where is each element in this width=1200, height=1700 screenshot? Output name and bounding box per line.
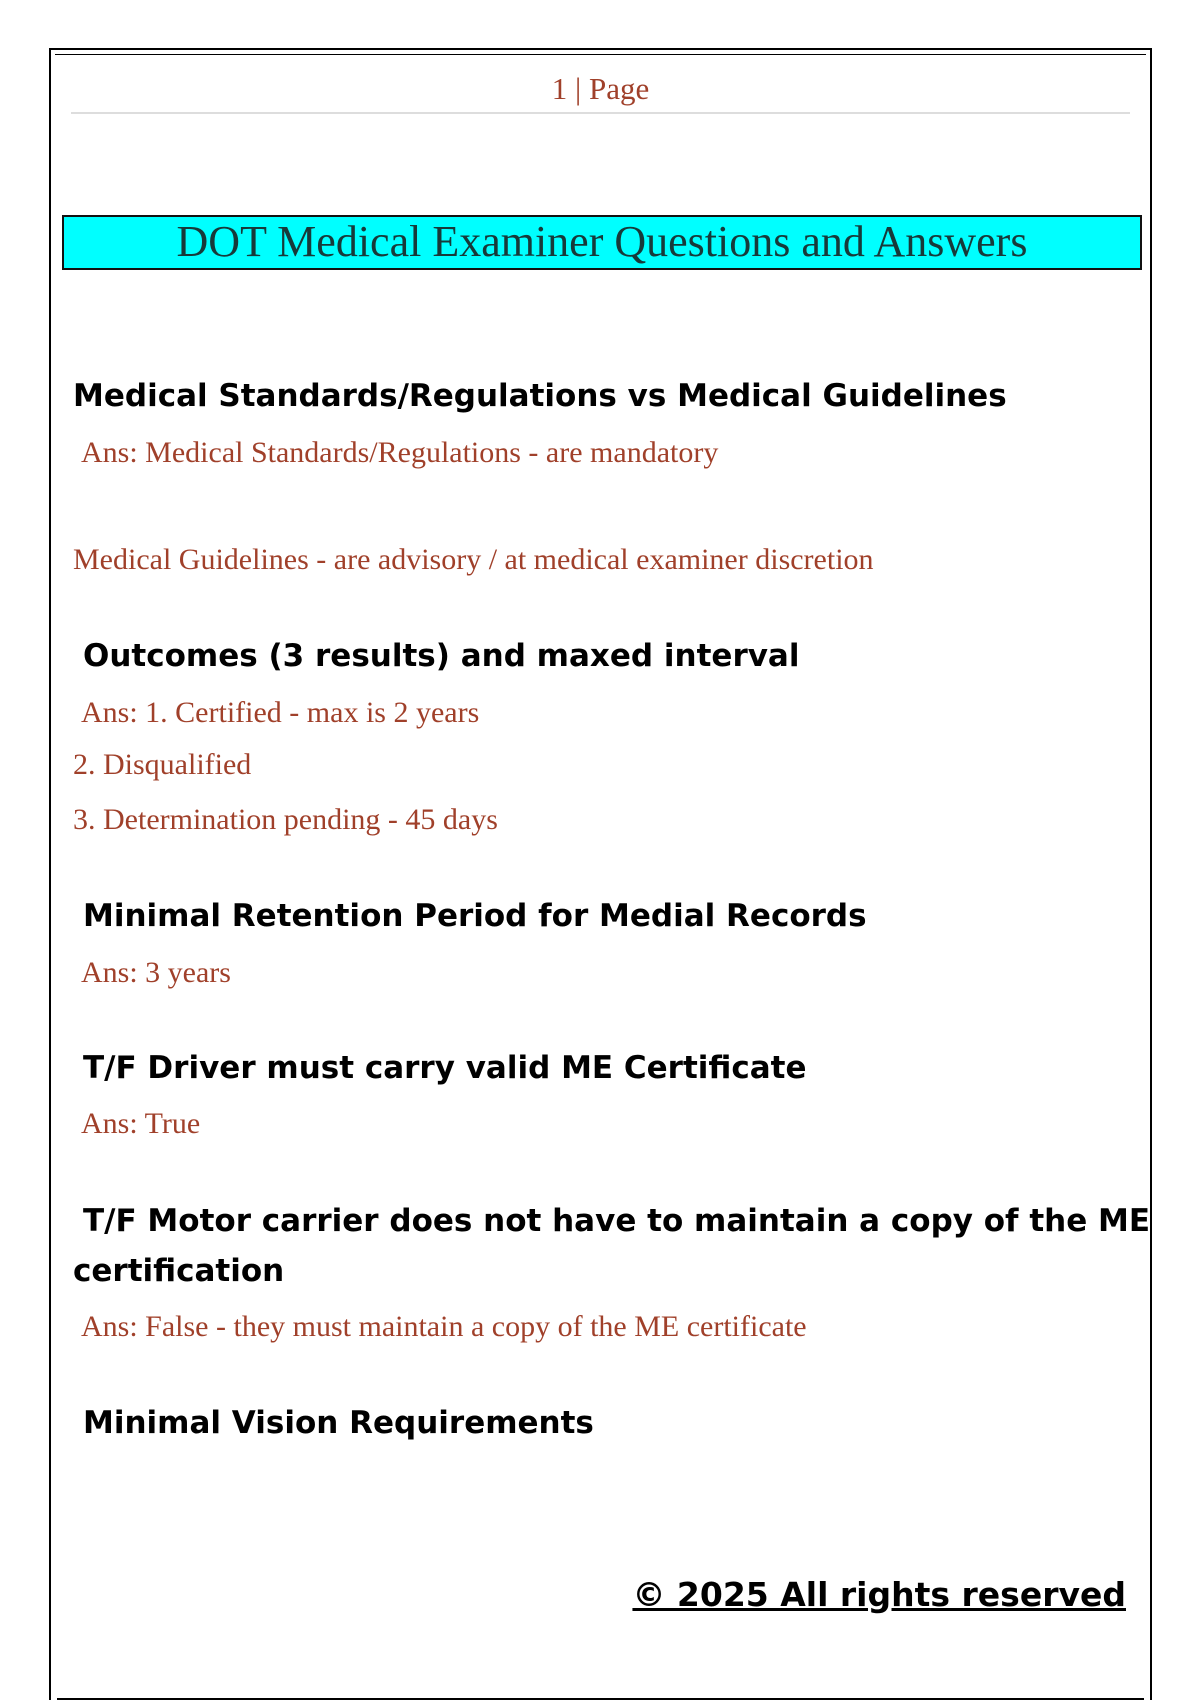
question-1: Medical Standards/Regulations vs Medical Guidelines [73, 378, 1007, 414]
answer-1-line-1: Ans: Medical Standards/Regulations - are mandatory [81, 436, 719, 469]
question-6: Minimal Vision Requirements [83, 1405, 594, 1441]
answer-4-line-1: Ans: True [81, 1107, 201, 1140]
answer-2-line-1: Ans: 1. Certified - max is 2 years [81, 696, 480, 729]
page-number-header: 1 | Page [71, 70, 1130, 114]
document-title: DOT Medical Examiner Questions and Answers [62, 215, 1142, 270]
answer-3-line-1: Ans: 3 years [81, 956, 231, 989]
answer-5-line-1: Ans: False - they must maintain a copy of the ME certificate [81, 1310, 807, 1343]
question-5-line-2: certification [73, 1253, 285, 1289]
question-2: Outcomes (3 results) and maxed interval [83, 638, 800, 674]
question-3: Minimal Retention Period for Medial Records [83, 898, 867, 934]
answer-2-line-3: 3. Determination pending - 45 days [73, 803, 498, 836]
answer-2-line-2: 2. Disqualified [73, 748, 252, 781]
question-4: T/F Driver must carry valid ME Certificate [83, 1050, 807, 1086]
document-page [49, 48, 1152, 1700]
copyright-footer: © 2025 All rights reserved [632, 1575, 1126, 1614]
answer-1-line-2: Medical Guidelines - are advisory / at medical examiner discretion [73, 543, 874, 576]
question-5-line-1: T/F Motor carrier does not have to maintain a copy of the ME [83, 1203, 1151, 1239]
